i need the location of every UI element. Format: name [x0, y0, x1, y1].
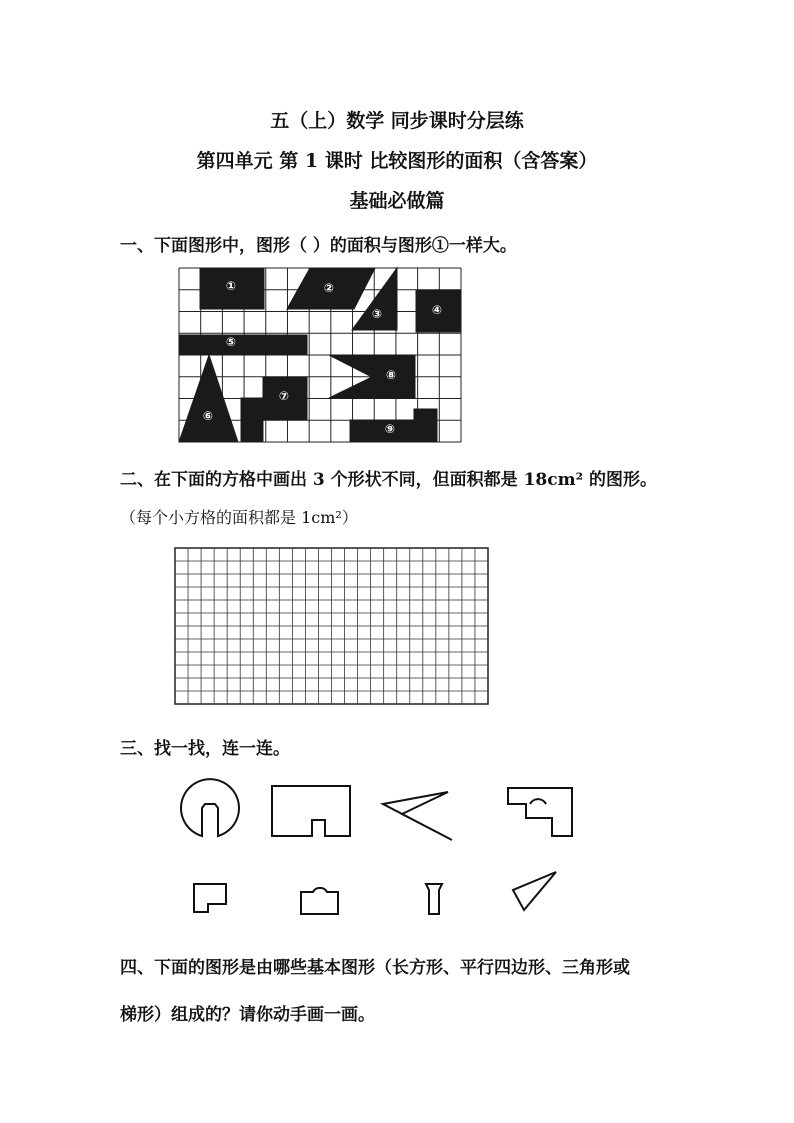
circle-with-notch-shape[interactable] — [181, 779, 239, 836]
small-triangle-shape[interactable] — [513, 872, 556, 910]
small-l-shape[interactable] — [194, 884, 226, 912]
question-2-note: （每个小方格的面积都是 1cm²） — [120, 508, 358, 527]
shape-label: ③ — [371, 307, 383, 321]
shape-label: ⑦ — [278, 389, 290, 403]
shape-label: ⑧ — [385, 368, 397, 382]
matching-figure — [180, 780, 580, 920]
question-3: 三、找一找，连一连。 — [120, 739, 290, 759]
shape-label: ⑤ — [225, 335, 237, 349]
small-notch-shape[interactable] — [426, 884, 442, 914]
shape-label: ④ — [431, 303, 443, 317]
section-heading: 基础必做篇 — [349, 190, 445, 212]
question-2: 二、在下面的方格中画出 3 个形状不同，但面积都是 18cm² 的图形。 — [120, 470, 657, 490]
shape-5-rectangle — [179, 335, 307, 355]
rect-with-bump-shape[interactable] — [272, 786, 350, 836]
shape-label: ② — [323, 281, 335, 295]
triangle-strip-shape[interactable] — [383, 792, 452, 840]
page-title: 五（上）数学 同步课时分层练 — [270, 110, 524, 132]
shape-label: ⑥ — [202, 409, 214, 423]
drawing-grid[interactable] — [175, 548, 488, 704]
question-1: 一、下面图形中，图形（ ）的面积与图形①一样大。 — [120, 236, 517, 256]
shape-label: ⑨ — [384, 422, 396, 436]
question-4-line-1: 四、下面的图形是由哪些基本图形（长方形、平行四边形、三角形或 — [120, 958, 630, 978]
question-4-line-2: 梯形）组成的？请你动手画一画。 — [120, 1005, 375, 1025]
question-1-figure — [179, 268, 461, 442]
rect-with-arc-shape[interactable] — [508, 788, 572, 836]
lesson-subtitle: 第四单元 第 1 课时 比较图形的面积（含答案） — [196, 150, 598, 172]
shape-label: ① — [225, 279, 237, 293]
small-bump-rect-shape[interactable] — [301, 888, 338, 914]
shape-7-l-shape — [241, 377, 307, 442]
